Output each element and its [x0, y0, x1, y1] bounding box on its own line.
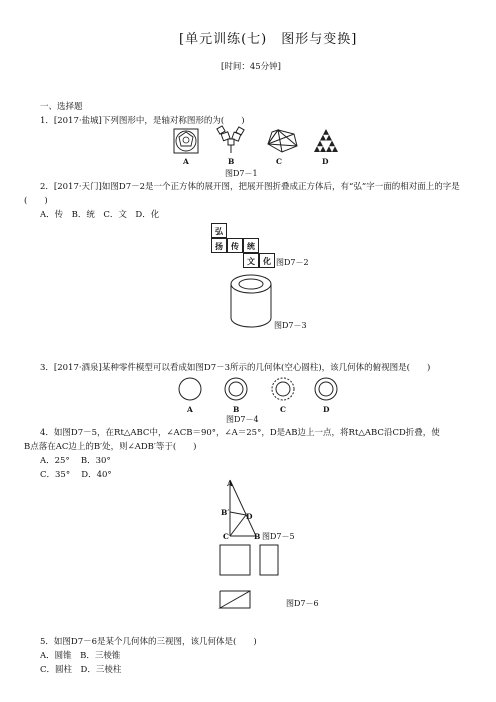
q3-figure-caption: 图D7－4 [226, 415, 259, 424]
q3-option-label-d: D [323, 405, 330, 414]
time-limit: [时间：45分钟] [221, 62, 281, 72]
point-label-b-prime: B′ [221, 508, 230, 517]
q1-figure-caption: 图D7－1 [225, 169, 258, 178]
three-views-figure [219, 544, 283, 610]
q1-option-label-b: B [228, 157, 235, 166]
point-label-b: B [254, 532, 261, 541]
q4-text-line1: 4．如图D7－5，在Rt△ABC中，∠ACB＝90°，∠A＝25°，D是AB边上一点，将Rt△ABC沿CD折叠，使 [40, 428, 440, 438]
net-face-tong: 统 [243, 238, 259, 253]
q5-options-row1: A．圆锥 B．三棱锥 [40, 651, 121, 661]
net-face-wen: 文 [243, 253, 259, 268]
q3-option-label-c: C [280, 405, 286, 414]
hollow-cylinder-figure [229, 272, 273, 332]
q2-figure-caption: 图D7－2 [276, 258, 309, 267]
net-face-yang: 扬 [211, 238, 227, 253]
q1-option-label-d: D [322, 157, 329, 166]
q1-figure-c [264, 124, 300, 156]
q1-option-label-c: C [276, 157, 282, 166]
q4-text-line2: B点落在AC边上的B′处，则∠ADB′等于( ) [24, 442, 197, 452]
q1-text: 1．[2017·盐城]下列图形中，是轴对称图形的为( ) [40, 116, 245, 126]
net-face-hua: 化 [259, 253, 275, 268]
point-label-d: D [246, 512, 253, 521]
q4-figure-caption: 图D7－5 [262, 532, 295, 541]
page-title: [单元训练(七) 图形与变换] [179, 32, 358, 47]
q2-text-line1: 2．[2017·天门]如图D7－2是一个正方体的展开图，把展开图折叠成正方体后，有“弘”字一面的相对面上的字是 [40, 182, 460, 192]
point-label-a: A [227, 479, 233, 488]
q1-figure-a [173, 128, 199, 154]
net-face-chuan: 传 [227, 238, 243, 253]
q4-options-row1: A．25° B．30° [40, 456, 111, 466]
q5-options-row2: C．圆柱 D．三棱柱 [40, 665, 122, 675]
point-label-c: C [223, 532, 229, 541]
fig3-caption: 图D7－3 [274, 321, 307, 330]
fig6-caption: 图D7－6 [286, 599, 319, 608]
q1-figure-b [216, 125, 246, 155]
q3-option-d-view [314, 377, 338, 401]
q3-option-label-a: A [187, 405, 193, 414]
q3-option-c-view [271, 377, 295, 401]
q5-text: 5．如图D7－6是某个几何体的三视图，该几何体是( ) [40, 637, 257, 647]
q1-option-label-a: A [183, 157, 189, 166]
q2-options: A．传 B．统 C．文 D．化 [40, 210, 160, 220]
q3-option-label-b: B [233, 405, 240, 414]
q3-text: 3．[2017·酒泉]某种零件模型可以看成如图D7－3所示的几何体(空心圆柱)，该几何体的俯视图是( ) [40, 363, 431, 373]
q3-option-b-view [224, 377, 248, 401]
section-heading: 一、选择题 [40, 102, 83, 112]
q4-options-row2: C．35° D．40° [40, 470, 112, 480]
q1-figure-d [313, 128, 339, 154]
net-face-hong: 弘 [211, 223, 227, 238]
q3-option-a-view [178, 377, 202, 401]
q2-text-line2: ( ) [24, 196, 48, 206]
